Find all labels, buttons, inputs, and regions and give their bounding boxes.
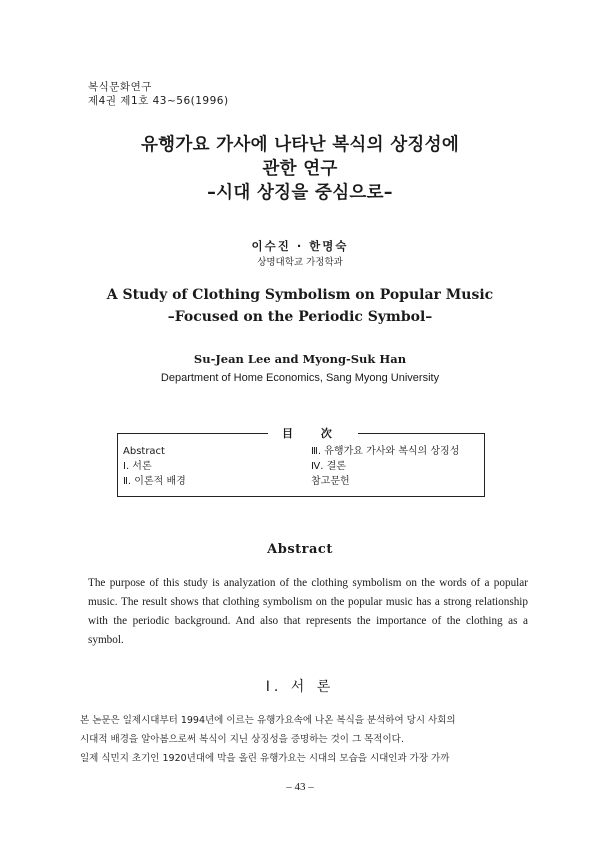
korean-title-line-1: 유행가요 가사에 나타난 복식의 상징성에: [140, 135, 460, 155]
table-of-contents: [117, 427, 485, 497]
abstract-text: The purpose of this study is analyzation of the clothing symbolism on the words of a popular music. The result shows that clothing symbolism on the popular music has a strong relationship with the periodic background. And also that represents the importance of the clothing as a symbol.: [88, 577, 528, 646]
english-authors: Su-Jean Lee and Myong-Suk Han: [193, 352, 407, 366]
korean-title-line-2: 관한 연구: [262, 159, 338, 179]
toc-item: Ⅰ. 서론: [123, 461, 152, 472]
korean-title: [0, 133, 600, 205]
english-title: [0, 284, 600, 328]
toc-heading: 目 次: [268, 425, 358, 441]
journal-citation: 제4권 제1호 43~56(1996): [88, 95, 229, 107]
section-1-body: [80, 711, 530, 768]
toc-right-column: [311, 444, 459, 489]
abstract-heading: Abstract: [267, 542, 333, 557]
body-line: 본 논문은 일제시대부터 1994년에 이르는 유행가요속에 나온 복식을 분석하여 당시 사회의: [80, 715, 456, 726]
toc-item: Abstract: [123, 446, 165, 457]
page-number: – 43 –: [286, 781, 314, 793]
section-1-heading: Ⅰ. 서 론: [265, 679, 335, 695]
toc-item: Ⅱ. 이론적 배경: [123, 476, 186, 487]
korean-subtitle: –시대 상징을 중심으로–: [207, 183, 393, 203]
toc-left-column: [123, 444, 186, 489]
toc-item: Ⅳ. 결론: [311, 461, 346, 472]
journal-header: [88, 80, 229, 108]
journal-name: 복식문화연구: [88, 81, 152, 93]
english-title-line-1: A Study of Clothing Symbolism on Popular Music: [106, 287, 494, 303]
body-line: 일제 식민지 초기인 1920년대에 막을 올린 유행가요는 시대의 모습을 시대인과 가장 가까: [80, 753, 450, 764]
toc-item: Ⅲ. 유행가요 가사와 복식의 상징성: [311, 446, 460, 457]
english-affiliation: Department of Home Economics, Sang Myong University: [160, 372, 440, 384]
korean-affiliation: 상명대학교 가정학과: [257, 257, 343, 268]
body-line: 시대적 배경을 알아봄으로써 복식이 지닌 상징성을 증명하는 것이 그 목적이다.: [80, 734, 404, 745]
korean-authors: 이수진 · 한명숙: [251, 239, 349, 253]
toc-item: 참고문헌: [311, 476, 350, 487]
english-subtitle: –Focused on the Periodic Symbol–: [167, 309, 433, 325]
